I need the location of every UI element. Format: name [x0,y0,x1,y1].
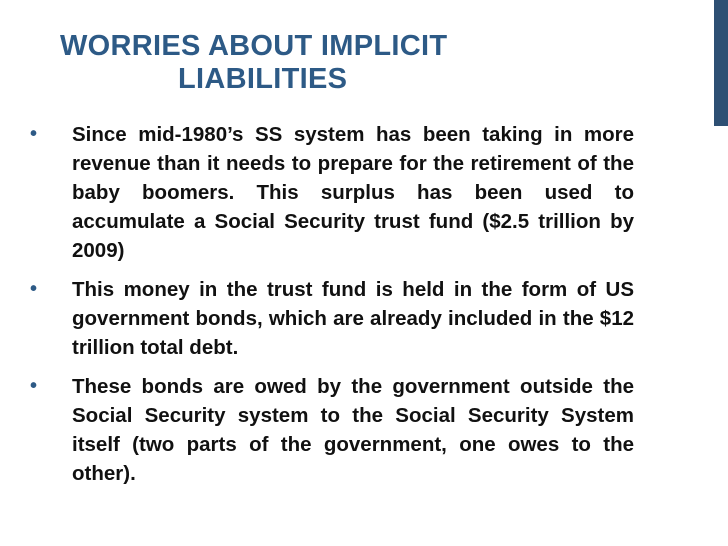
bullet-text: This money in the trust fund is held in the form of US government bonds, which are already included in the $12 trillion total debt. [72,278,634,359]
accent-bar [714,0,728,126]
bullet-text: These bonds are owed by the government outside the Social Security system to the Social Security System itself (two parts of the government, one owes to the other). [72,375,634,485]
bullet-dot-icon: • [30,123,38,145]
bullet-item [30,372,634,488]
bullet-dot-icon: • [30,375,38,397]
bullet-text: Since mid-1980’s SS system has been taking in more revenue than it needs to prepare for the retirement of the baby boomers. This surplus has been used to accumulate a Social Security trust fund ($2.5 trillion by 2009) [72,123,634,262]
slide-title [60,30,660,96]
bullet-list [30,120,634,498]
slide-title-line-2: LIABILITIES [178,63,348,95]
bullet-item [30,120,634,265]
slide-title-line-1: WORRIES ABOUT IMPLICIT [60,30,448,62]
bullet-dot-icon: • [30,278,38,300]
bullet-item [30,275,634,362]
